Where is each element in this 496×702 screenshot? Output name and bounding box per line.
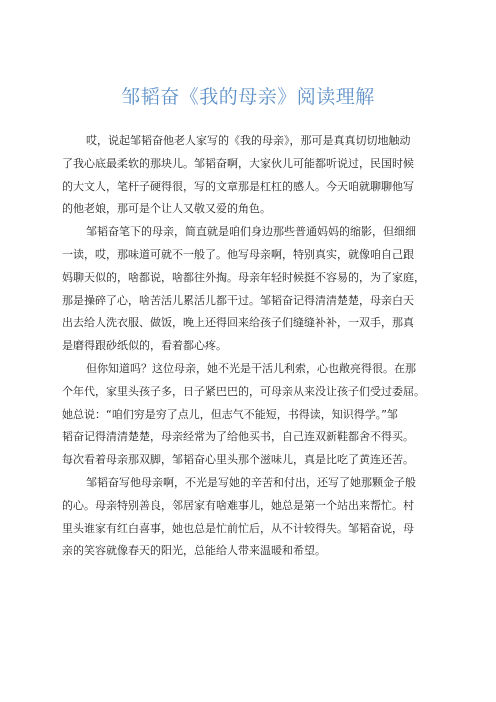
text-line: 个年代，家里头孩子多，日子紧巴巴的，可母亲从来没让孩子们受过委屈。 — [62, 384, 425, 398]
text-line: 了我心底最柔软的那块儿。邹韬奋啊，大家伙儿可能都听说过，民国时候 — [62, 156, 414, 170]
text-line: 的心。母亲特别善良，邻居家有啥难事儿，她总是第一个站出来帮忙。村 — [62, 498, 414, 512]
text-line: 妈聊天似的，啥都说，啥都往外掏。母亲年轻时候挺不容易的，为了家庭， — [62, 270, 425, 284]
paragraph-1 — [62, 130, 437, 221]
text-line: 邹韬奋笔下的母亲，简直就是咱们身边那些普通妈妈的缩影，但细细 — [86, 225, 416, 239]
text-line: 韬奋记得清清楚楚，母亲经常为了给他买书，自己连双新鞋都舍不得买。 — [62, 430, 414, 444]
text-line: 是磨得跟砂纸似的，看着都心疼。 — [62, 339, 227, 353]
text-line: 的他老娘，那可是个让人又敬又爱的角色。 — [62, 202, 271, 216]
text-line: 每次看着母亲那双脚，邹韬奋心里头那个滋味儿，真是比吃了黄连还苦。 — [62, 453, 414, 467]
document-body — [62, 130, 437, 563]
text-line: 的大文人，笔杆子硬得很，写的文章那是杠杠的感人。今天咱就聊聊他写 — [62, 179, 414, 193]
text-line: 那是操碎了心，啥苦活儿累活儿都干过。邹韬奋记得清清楚楚，母亲白天 — [62, 293, 414, 307]
text-line: 哎，说起邹韬奋他老人家写的《我的母亲》，那可是真真切切地触动 — [86, 134, 411, 147]
text-line: 但你知道吗？这位母亲，她不光是干活儿利索，心也敞亮得很。在那 — [86, 361, 416, 375]
text-line: 一读，哎，那味道可就不一般了。他写母亲啊，特别真实，就像咱自己跟 — [62, 247, 414, 261]
paragraph-2 — [62, 221, 437, 358]
text-line: 亲的笑容就像春天的阳光，总能给人带来温暖和希望。 — [62, 544, 326, 558]
paragraph-3 — [62, 358, 437, 472]
text-line: 她总说：“咱们穷是穷了点儿，但志气不能短，书得读，知识得学。”邹 — [62, 407, 398, 421]
document-title: 邹韬奋《我的母亲》阅读理解 — [121, 86, 375, 108]
paragraph-4 — [62, 472, 437, 563]
text-line: 邹韬奋写他母亲啊，不光是写她的辛苦和付出，还写了她那颗金子般 — [86, 475, 416, 489]
text-line: 出去给人洗衣服、做饭，晚上还得回来给孩子们缝缝补补，一双手，那真 — [62, 316, 414, 330]
text-line: 里头谁家有红白喜事，她也总是忙前忙后，从不计较得失。邹韬奋说，母 — [62, 521, 414, 535]
